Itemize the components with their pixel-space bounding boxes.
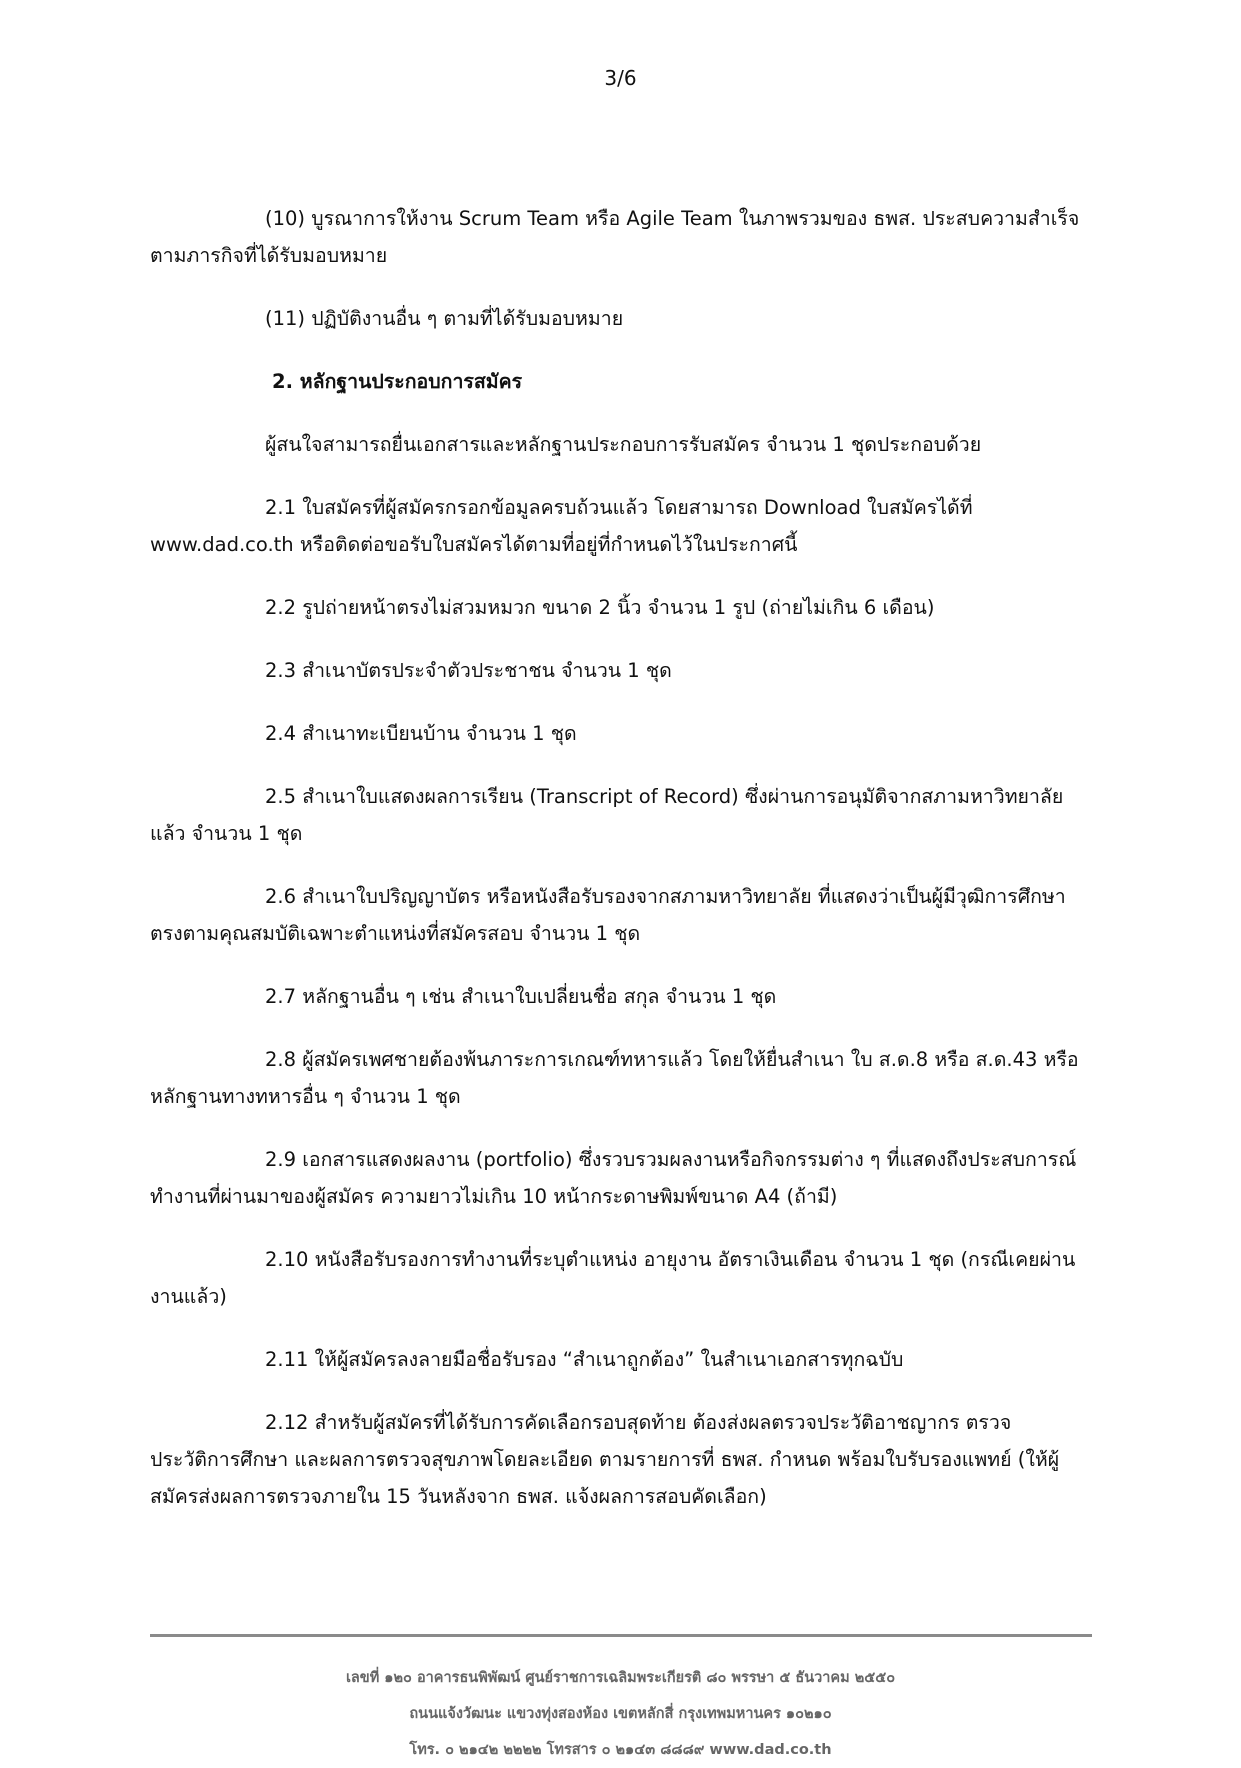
list-item-2-2: 2.2 รูปถ่ายหน้าตรงไม่สวมหมวก ขนาด 2 นิ้ว จำนวน 1 รูป (ถ่ายไม่เกิน 6 เดือน) xyxy=(265,596,935,619)
footer-divider xyxy=(150,1634,1092,1637)
list-item-2-10: 2.10 หนังสือรับรองการทำงานที่ระบุตำแหน่ง อายุงาน อัตราเงินเดือน จำนวน 1 ชุด (กรณีเคยผ่านงานแล้ว) xyxy=(150,1248,1076,1308)
paragraph-11: (11) ปฏิบัติงานอื่น ๆ ตามที่ได้รับมอบหมาย xyxy=(265,307,624,330)
section-heading: 2. หลักฐานประกอบการสมัคร xyxy=(272,370,523,393)
footer-street-line: ถนนแจ้งวัฒนะ แขวงทุ่งสองห้อง เขตหลักสี่ กรุงเทพมหานคร ๑๐๒๑๐ xyxy=(409,1706,832,1722)
footer xyxy=(0,1660,1241,1768)
footer-address-line: เลขที่ ๑๒๐ อาคารธนพิพัฒน์ ศูนย์ราชการเฉลิมพระเกียรติ ๘๐ พรรษา ๕ ธันวาคม ๒๕๕๐ xyxy=(345,1670,896,1686)
document-body xyxy=(150,200,1090,1541)
list-item-2-6: 2.6 สำเนาใบปริญญาบัตร หรือหนังสือรับรองจากสภามหาวิทยาลัย ที่แสดงว่าเป็นผู้มีวุฒิการศึกษาตรงตามคุณสมบัติเฉพาะตำแหน่งที่สมัครสอบ จำนวน 1 ชุด xyxy=(150,885,1066,945)
list-item-2-7: 2.7 หลักฐานอื่น ๆ เช่น สำเนาใบเปลี่ยนชื่อ สกุล จำนวน 1 ชุด xyxy=(265,985,777,1008)
paragraph-10: (10) บูรณาการให้งาน Scrum Team หรือ Agile Team ในภาพรวมของ ธพส. ประสบความสำเร็จตามภารกิจที่ได้รับมอบหมาย xyxy=(150,207,1080,267)
section-intro: ผู้สนใจสามารถยื่นเอกสารและหลักฐานประกอบการรับสมัคร จำนวน 1 ชุดประกอบด้วย xyxy=(265,433,982,456)
list-item-2-5: 2.5 สำเนาใบแสดงผลการเรียน (Transcript of Record) ซึ่งผ่านการอนุมัติจากสภามหาวิทยาลัยแล้ว จำนวน 1 ชุด xyxy=(150,785,1064,845)
footer-contact-line: โทร. ๐ ๒๑๔๒ ๒๒๒๒ โทรสาร ๐ ๒๑๔๓ ๘๘๘๙ www.dad.co.th xyxy=(409,1742,832,1758)
list-item-2-9: 2.9 เอกสารแสดงผลงาน (portfolio) ซึ่งรวบรวมผลงานหรือกิจกรรมต่าง ๆ ที่แสดงถึงประสบการณ์ทำงานที่ผ่านมาของผู้สมัคร ความยาวไม่เกิน 10 หน้ากระดาษพิมพ์ขนาด A4 (ถ้ามี) xyxy=(150,1148,1077,1208)
list-item-2-4: 2.4 สำเนาทะเบียนบ้าน จำนวน 1 ชุด xyxy=(265,722,577,745)
list-item-2-3: 2.3 สำเนาบัตรประจำตัวประชาชน จำนวน 1 ชุด xyxy=(265,659,672,682)
page-number: 3/6 xyxy=(604,66,637,90)
list-item-2-11: 2.11 ให้ผู้สมัครลงลายมือชื่อรับรอง “สำเนาถูกต้อง” ในสำเนาเอกสารทุกฉบับ xyxy=(265,1348,904,1371)
list-item-2-8: 2.8 ผู้สมัครเพศชายต้องพ้นภาระการเกณฑ์ทหารแล้ว โดยให้ยื่นสำเนา ใบ ส.ด.8 หรือ ส.ด.43 หรือหลักฐานทางทหารอื่น ๆ จำนวน 1 ชุด xyxy=(150,1048,1079,1108)
list-item-2-12: 2.12 สำหรับผู้สมัครที่ได้รับการคัดเลือกรอบสุดท้าย ต้องส่งผลตรวจประวัติอาชญากร ตรวจประวัติการศึกษา และผลการตรวจสุขภาพโดยละเอียด ตามรายการที่ ธพส. กำหนด พร้อมใบรับรองแพทย์ (ให้ผู้สมัครส่งผลการตรวจภายใน 15 วันหลังจาก ธพส. แจ้งผลการสอบคัดเลือก) xyxy=(150,1411,1060,1508)
list-item-2-1: 2.1 ใบสมัครที่ผู้สมัครกรอกข้อมูลครบถ้วนแล้ว โดยสามารถ Download ใบสมัครได้ที่ www.dad.co.th หรือติดต่อขอรับใบสมัครได้ตามที่อยู่ที่กำหนดไว้ในประกาศนี้ xyxy=(150,496,973,556)
